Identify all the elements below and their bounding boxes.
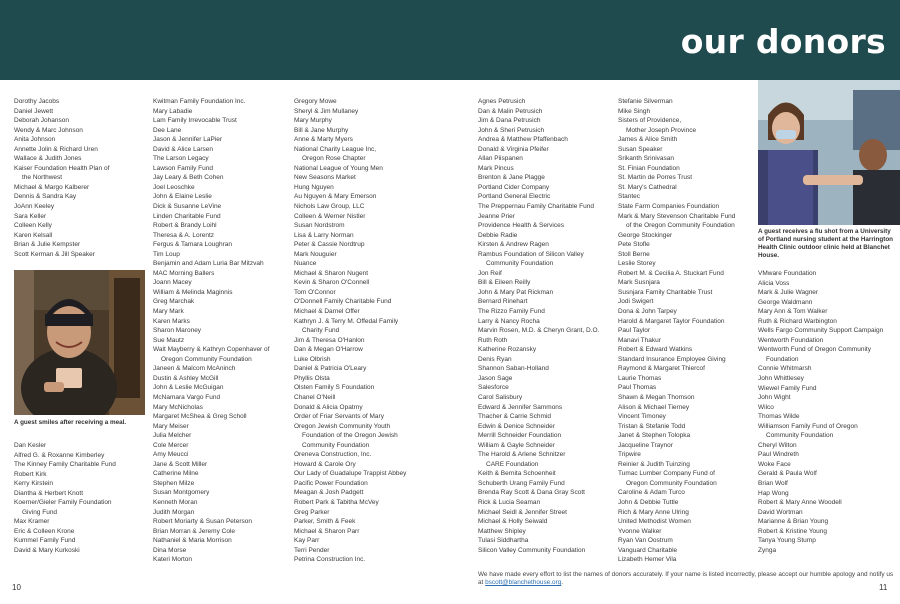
donor-name: Order of Friar Servants of Mary — [294, 413, 384, 421]
donor-name: Kummel Family Fund — [14, 537, 76, 545]
donor-name: Jay Leary & Beth Cohen — [153, 174, 224, 182]
donor-name: Foundation of the Oregon Jewish — [302, 432, 398, 440]
donor-name: Jon Reif — [478, 269, 502, 277]
donor-name: Standard Insurance Employee Giving — [618, 355, 726, 363]
donor-name: Kevin & Sharon O'Connell — [294, 279, 370, 287]
footnote-text: We have made every effort to list the names of donors accurately. If your name is listed incorrectly, please accept our humble apology and notify us at — [478, 571, 894, 587]
donor-name: George Stockinger — [618, 231, 673, 239]
donor-name: St. Martin de Porres Trust — [618, 174, 693, 182]
donor-name: Ruth & Richard Warbington — [758, 317, 837, 325]
donor-name: Silicon Valley Community Foundation — [478, 546, 586, 554]
donor-name: John Whittlesey — [758, 375, 804, 383]
donor-name: John & Mary Pat Rickman — [478, 288, 554, 296]
donor-name: Stoll Berne — [618, 250, 650, 258]
donor-name: Williamson Family Fund of Oregon — [758, 422, 858, 430]
donor-name: Dorothy Jacobs — [14, 98, 60, 105]
donor-name: The Harold & Arlene Schnitzer — [478, 451, 566, 459]
donor-name: Kay Parr — [294, 537, 320, 545]
donor-name: Dee Lane — [153, 126, 182, 134]
donor-name: Luke Olbrish — [294, 355, 331, 363]
donor-name: Salesforce — [478, 384, 509, 392]
donor-name: Kaiser Foundation Health Plan of — [14, 164, 110, 172]
donor-name: Charity Fund — [302, 327, 340, 335]
donor-name: Stephen Milze — [153, 479, 195, 487]
donor-name: Paul Thomas — [618, 384, 657, 392]
donor-name: John & Sheri Petrusich — [478, 126, 545, 134]
donor-name: Bill & Jane Murphy — [294, 126, 349, 134]
donor-name: Brian Morran & Jeremy Cole — [153, 527, 235, 535]
donor-name: Mary Meiser — [153, 422, 189, 430]
donor-name: Allan Piispanen — [478, 155, 523, 163]
donor-name: Daniel & Patricia O'Leary — [294, 365, 367, 373]
donor-name: Max Kramer — [14, 518, 50, 526]
donor-name: Leslie Storey — [618, 260, 656, 268]
donor-name: Alison & Michael Tierney — [618, 403, 690, 411]
donor-name: Jim & Theresa O'Hanlon — [294, 336, 365, 344]
footnote-end: . — [561, 579, 564, 587]
donor-name: John & Leslie McGuigan — [153, 384, 224, 392]
donor-name: Tom O'Connor — [294, 288, 336, 296]
donor-name: Our Lady of Guadalupe Trappist Abbey — [294, 470, 407, 478]
donor-name: Scott Kerman & Jill Speaker — [14, 250, 95, 258]
donor-name: Karen Kelsall — [14, 231, 53, 239]
donor-name: Ruth Roth — [478, 336, 508, 344]
page-title: our donors — [680, 22, 886, 61]
donor-name: Oreneva Construction, Inc. — [294, 451, 372, 459]
donor-name: Robert Park & Tabitha McVey — [294, 498, 379, 506]
donor-name: Robert & Kristine Young — [758, 527, 828, 535]
donor-name: Greg Marchak — [153, 298, 195, 306]
donor-name: Harold & Margaret Taylor Foundation — [618, 317, 725, 325]
donor-name: Robert & Mary Anne Woodell — [758, 499, 842, 507]
donor-name: Jeanne Prier — [478, 212, 515, 220]
donor-name: Bill & Eileen Reilly — [478, 279, 531, 287]
right-photo-caption: A guest receives a flu shot from a University of Portland nursing student at the Harrington Health Clinic outdoor clinic held at Blanchet House. — [758, 228, 894, 259]
donor-column-1b — [14, 441, 139, 556]
donor-name: Edwin & Denice Schneider — [478, 422, 555, 430]
donor-column-4 — [478, 97, 618, 555]
donor-name: Mark Pincus — [478, 164, 514, 172]
left-photo-caption: A guest smiles after receiving a meal. — [14, 419, 127, 426]
donor-name: Colleen & Werner Nistler — [294, 212, 366, 220]
donor-name: Michael & Sharon Nugent — [294, 269, 369, 277]
donor-name: James & Alice Smith — [618, 136, 678, 144]
donor-name: Michael & Margo Kalberer — [14, 183, 90, 191]
donor-name: Srikanth Srinivasan — [618, 155, 674, 163]
donor-name: Rich & Mary Anne Ulring — [618, 508, 689, 516]
donor-name: Stefanie Silverman — [618, 98, 673, 105]
donor-name: Jason Sage — [478, 374, 513, 382]
donor-name: Gerald & Paula Wolf — [758, 470, 817, 478]
donor-name: Kirsten & Andrew Ragen — [478, 241, 549, 249]
donor-column-3 — [294, 97, 434, 565]
donor-name: Michael & Holly Seiwald — [478, 518, 548, 526]
donor-name: Greg Parker — [294, 508, 330, 516]
contact-email-link[interactable]: bscott@blanchethouse.org — [485, 579, 562, 587]
donor-name: Giving Fund — [22, 508, 58, 516]
donor-name: Woke Face — [758, 460, 791, 468]
donor-name: Oregon Rose Chapter — [302, 155, 366, 163]
donor-name: Mary McNicholas — [153, 403, 203, 411]
donor-column-6 — [758, 269, 898, 555]
donor-name: Mark & Mary Stevenson Charitable Fund — [618, 212, 736, 220]
donor-name: Kateri Morton — [153, 556, 193, 564]
donor-name: Deborah Johanson — [14, 117, 69, 125]
donor-name: Mike Singh — [618, 107, 651, 115]
donor-name: Larry & Nancy Rocha — [478, 317, 540, 325]
donor-name: National Charity League Inc, — [294, 145, 377, 153]
donor-name: Hung Nguyen — [294, 183, 334, 191]
donor-name: Caroline & Adam Turco — [618, 489, 685, 497]
donor-name: William & Melinda Maginnis — [153, 288, 233, 296]
donor-name: Vanguard Charitable — [618, 546, 678, 554]
donor-name: David & Alice Larsen — [153, 145, 213, 153]
donor-name: Robert Moriarty & Susan Peterson — [153, 518, 252, 526]
donor-name: Sheryl & Jim Mullaney — [294, 107, 359, 115]
donor-name: Andrea & Matthew Pfaffenbach — [478, 136, 568, 144]
donor-name: Meagan & Josh Padgett — [294, 489, 364, 497]
donor-name: Jim & Dana Petrusich — [478, 117, 541, 125]
donor-name: Dina Morse — [153, 546, 187, 554]
donor-name: Paul Taylor — [618, 327, 651, 335]
donor-name: Wilco — [758, 403, 774, 411]
flu-shot-photo — [758, 80, 900, 225]
donor-name: Debbie Radie — [478, 231, 518, 239]
donor-name: Susan Nordstrom — [294, 222, 345, 230]
donor-name: Benjamin and Adam Luria Bar Mitzvah — [153, 260, 264, 268]
donor-name: The Larson Legacy — [153, 155, 209, 163]
donor-name: Jacqueline Traynor — [618, 441, 673, 449]
donor-name: Joel Leoschke — [153, 183, 195, 191]
donor-name: Sharon Maroney — [153, 327, 202, 335]
donor-name: Judith Morgan — [153, 508, 195, 516]
donor-name: Alfred G. & Roxanne Kimberley — [14, 451, 105, 459]
donor-name: Kathryn J. & Terry M. Offedal Family — [294, 317, 399, 325]
donor-column-1 — [14, 97, 139, 259]
donor-name: Susan Montgomery — [153, 489, 210, 497]
donor-name: New Seasons Market — [294, 174, 356, 182]
donor-name: the Northwest — [22, 174, 63, 182]
donor-name: Raymond & Margaret Thiercof — [618, 365, 705, 373]
donor-name: Vincent Timoney — [618, 413, 666, 421]
donor-name: John Wight — [758, 394, 791, 402]
donor-name: Keith & Bernita Schoenheit — [478, 470, 556, 478]
donor-name: Jodi Swigert — [618, 298, 654, 306]
donor-name: Marvin Rosen, M.D. & Cheryn Grant, D.O. — [478, 327, 600, 335]
donor-name: Eric & Colleen Krone — [14, 527, 75, 535]
donor-name: Daniel Jewett — [14, 107, 54, 115]
donor-name: Rick & Lucia Seaman — [478, 498, 541, 506]
donor-name: Lizabeth Hemer Vila — [618, 556, 677, 564]
donor-name: St. Mary's Cathedral — [618, 183, 677, 191]
donor-name: JoAnn Keeley — [14, 203, 55, 211]
donor-name: Ryan Van Oostrum — [618, 537, 673, 545]
donor-name: Community Foundation — [486, 260, 554, 268]
donor-name: Janet & Stephen Tolopka — [618, 432, 691, 440]
donor-name: Diantha & Herbert Knott — [14, 489, 84, 497]
donor-name: Parker, Smith & Feek — [294, 518, 356, 526]
donor-name: Fergus & Tamara Loughran — [153, 241, 233, 249]
donor-name: Catherine Milne — [153, 470, 199, 478]
donor-name: The Rizzo Family Fund — [478, 308, 545, 316]
donor-name: Anita Johnson — [14, 136, 56, 144]
donor-name: Margaret McShea & Greg Scholl — [153, 413, 247, 421]
donor-name: of the Oregon Community Foundation — [626, 222, 735, 230]
donor-name: Shannon Saban-Holland — [478, 365, 549, 373]
donor-name: Connie Whitmarsh — [758, 365, 812, 373]
donor-name: Hap Wong — [758, 489, 789, 497]
donor-name: Mark Nouguier — [294, 250, 337, 258]
donor-name: Bernard Rinehart — [478, 298, 528, 306]
donor-name: Edward & Jennifer Sammons — [478, 403, 563, 411]
donor-name: Wendy & Marc Johnson — [14, 126, 83, 134]
page-number-left: 10 — [12, 583, 21, 592]
donor-name: McNamara Vargo Fund — [153, 393, 221, 401]
donor-name: Terri Pender — [294, 546, 330, 554]
donor-name: Jane & Scott Miller — [153, 460, 208, 468]
donor-name: John & Debbie Tuttle — [618, 498, 679, 506]
donor-name: Portland Cider Company — [478, 183, 550, 191]
donor-name: Carol Salisbury — [478, 393, 523, 401]
donor-name: Pete Stofle — [618, 241, 650, 249]
donor-name: St. Finian Foundation — [618, 164, 680, 172]
donor-name: Community Foundation — [766, 432, 834, 440]
donor-name: Agnes Petrusich — [478, 98, 526, 105]
donor-name: Lam Family Irrevocable Trust — [153, 117, 237, 125]
donor-name: Foundation — [766, 355, 799, 363]
donor-name: Stantec — [618, 193, 641, 201]
donor-name: Community Foundation — [302, 441, 370, 449]
donor-name: Reinier & Judith Tuinzing — [618, 460, 690, 468]
donor-name: VMware Foundation — [758, 270, 817, 277]
donor-name: Mother Joseph Province — [626, 126, 697, 134]
donor-name: Sara Keller — [14, 212, 47, 220]
donor-name: John & Elaine Leslie — [153, 193, 212, 201]
donor-name: Mary Ann & Tom Walker — [758, 308, 828, 316]
donor-name: The Preppernau Family Charitable Fund — [478, 203, 594, 211]
donor-name: Lisa & Larry Norman — [294, 231, 354, 239]
donor-name: Robert & Brandy Loihl — [153, 222, 217, 230]
donor-name: Janeen & Malcom McAninch — [153, 365, 236, 373]
donor-name: Tripwire — [618, 451, 641, 459]
donor-name: Chanel O'Neill — [294, 393, 336, 401]
donor-name: Mary Mark — [153, 308, 184, 316]
donor-name: Alicia Voss — [758, 279, 790, 287]
donor-name: Yvonne Walker — [618, 527, 662, 535]
donor-name: Cole Mercer — [153, 441, 189, 449]
donor-name: Manavi Thakur — [618, 336, 661, 344]
donor-name: Mark & Julie Wagner — [758, 289, 819, 297]
donor-name: Marianne & Brian Young — [758, 518, 829, 526]
donor-name: Wallace & Judith Jones — [14, 155, 82, 163]
donor-name: Pacific Power Foundation — [294, 479, 368, 487]
guest-photo-illustration — [14, 270, 145, 415]
donor-name: Nathaniel & Maria Morrison — [153, 537, 232, 545]
donor-name: Katherine Rozansky — [478, 346, 537, 354]
donor-name: Mary Murphy — [294, 117, 332, 125]
donor-name: Anne & Marty Myers — [294, 136, 353, 144]
donor-name: Jason & Jennifer LaPier — [153, 136, 223, 144]
donor-name: Portland General Electric — [478, 193, 551, 201]
donor-name: Thomas Wilde — [758, 413, 800, 421]
donor-name: Matthew Shipley — [478, 527, 526, 535]
donor-name: Michael & Sharon Parr — [294, 527, 360, 535]
donor-name: Joann Macey — [153, 279, 192, 287]
donor-name: Wiewel Family Fund — [758, 384, 817, 392]
donor-name: Lawson Family Fund — [153, 164, 213, 172]
donor-name: Dona & John Tarpey — [618, 308, 677, 316]
donor-name: Howard & Carole Ory — [294, 460, 356, 468]
accuracy-footnote — [478, 571, 898, 588]
donor-name: Providence Health & Services — [478, 222, 564, 230]
donor-name: MAC Morning Ballers — [153, 269, 215, 277]
donor-name: Wentworth Fund of Oregon Community — [758, 346, 871, 354]
donor-name: William & Gayle Schneider — [478, 441, 555, 449]
donor-name: Dan & Megan O'Harrow — [294, 346, 363, 354]
donor-name: Tumac Lumber Company Fund of — [618, 470, 715, 478]
donor-name: Dick & Susanne LeVine — [153, 203, 222, 211]
donor-name: Donald & Virginia Pfeifer — [478, 145, 549, 153]
donor-name: David & Mary Kurkoski — [14, 547, 80, 555]
donor-name: Sue Mautz — [153, 336, 185, 344]
donor-name: Phyllis Olsta — [294, 374, 330, 382]
donor-name: O'Donnell Family Charitable Fund — [294, 298, 392, 306]
donor-name: Tanya Young Stump — [758, 537, 816, 545]
donor-name: Denis Ryan — [478, 355, 512, 363]
donor-name: Walt Mayberry & Kathryn Copenhaver of — [153, 346, 270, 354]
donor-name: State Farm Companies Foundation — [618, 203, 720, 211]
donor-name: Donald & Alicia Opatrny — [294, 403, 363, 411]
donor-name: George Waldmann — [758, 298, 813, 306]
donor-name: Tim Loup — [153, 250, 180, 258]
donor-name: Karen Marks — [153, 317, 190, 325]
header-banner — [0, 0, 900, 80]
donor-name: Laurie Thomas — [618, 374, 662, 382]
donor-column-5 — [618, 97, 753, 565]
donor-name: Sisters of Providence, — [618, 117, 682, 125]
donor-name: Oregon Jewish Community Youth — [294, 422, 391, 430]
donor-name: Koerner/Gieler Family Foundation — [14, 499, 112, 507]
donor-name: Susan Speaker — [618, 145, 663, 153]
donor-name: Robert M. & Cecilia A. Stuckart Fund — [618, 269, 724, 277]
donor-name: United Methodist Women — [618, 518, 691, 526]
donor-name: Amy Meucci — [153, 451, 189, 459]
donor-name: Nuance — [294, 260, 317, 268]
donor-name: Zynga — [758, 546, 777, 554]
donor-name: Brenda Ray Scott & Dana Gray Scott — [478, 489, 585, 497]
donor-name: Kerry Kirstein — [14, 480, 54, 488]
donor-name: Gregory Mowe — [294, 98, 337, 105]
donor-name: Susnjara Family Charitable Trust — [618, 288, 713, 296]
donor-name: Au Nguyen & Mary Emerson — [294, 193, 377, 201]
donor-name: Brian Wolf — [758, 480, 788, 488]
donor-name: CARE Foundation — [486, 460, 539, 468]
donor-name: Dan & Malin Petrusich — [478, 107, 543, 115]
donor-name: Dan Kesler — [14, 442, 47, 449]
donor-name: Cheryl Wilton — [758, 441, 797, 449]
donor-name: Michael Seidl & Jennifer Street — [478, 508, 567, 516]
donor-column-2 — [153, 97, 288, 565]
donor-name: Merrill Schneider Foundation — [478, 432, 562, 440]
donor-name: Oregon Community Foundation — [626, 479, 717, 487]
donor-name: Julia Melcher — [153, 432, 192, 440]
donor-name: Olsten Family S Foundation — [294, 384, 375, 392]
donor-name: Mark Susnjara — [618, 279, 660, 287]
page-number-right: 11 — [879, 583, 888, 592]
donor-name: Theresa & A. Lorentz — [153, 231, 215, 239]
donor-name: Kenneth Moran — [153, 498, 198, 506]
donor-name: Paul Windreth — [758, 451, 799, 459]
donor-name: Robert & Edward Watkins — [618, 346, 693, 354]
donor-name: Brenton & Jane Plagge — [478, 174, 545, 182]
donor-name: Colleen Kelly — [14, 222, 52, 230]
donor-name: The Kinney Family Charitable Fund — [14, 461, 116, 469]
guest-smiling-photo — [14, 270, 145, 415]
donor-name: Tulasi Siddhartha — [478, 537, 529, 545]
donor-name: Kwitman Family Foundation Inc. — [153, 98, 246, 105]
donor-name: Robert Kirk — [14, 470, 47, 478]
donor-name: Thacher & Carrie Schmid — [478, 413, 551, 421]
donor-name: Peter & Cassie Nordtrup — [294, 241, 365, 249]
donor-name: Schuberth Urang Family Fund — [478, 479, 565, 487]
donor-name: Mary Labadie — [153, 107, 193, 115]
donor-name: Tristan & Stefanie Todd — [618, 422, 686, 430]
donor-name: Annette Jolin & Richard Uren — [14, 145, 98, 153]
donor-name: Shawn & Megan Thomson — [618, 393, 695, 401]
donor-name: Brian & Julie Kempster — [14, 241, 81, 249]
donor-name: National League of Young Men — [294, 164, 383, 172]
donor-name: Nichols Law Group, LLC — [294, 203, 365, 211]
donor-name: David Wortman — [758, 508, 803, 516]
flu-shot-illustration — [758, 80, 900, 225]
donor-name: Dustin & Ashley McGill — [153, 374, 219, 382]
donor-name: Dennis & Sandra Kay — [14, 193, 77, 201]
donor-name: Wentworth Foundation — [758, 336, 824, 344]
donor-name: Michael & Darnel Offer — [294, 308, 360, 316]
donor-name: Petrina Construction Inc. — [294, 556, 366, 564]
donor-name: Linden Charitable Fund — [153, 212, 221, 220]
donor-name: Oregon Community Foundation — [161, 355, 252, 363]
donor-name: Rambus Foundation of Silicon Valley — [478, 250, 584, 258]
donor-name: Wells Fargo Community Support Campaign — [758, 327, 884, 335]
